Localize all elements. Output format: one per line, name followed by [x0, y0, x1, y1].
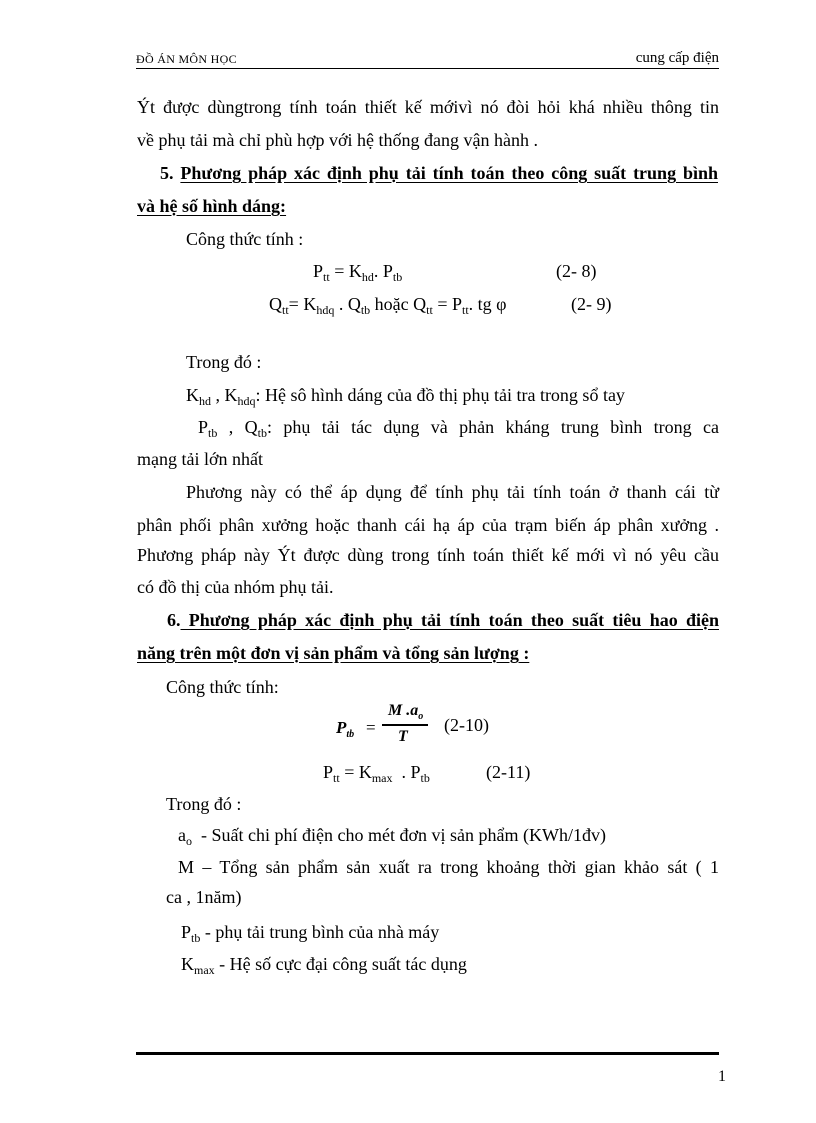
fraction-denominator: T: [398, 728, 408, 745]
paragraph-line: Phương pháp này Ýt được dùng trong tính toán thiết kế mới vì nó yêu cầu: [137, 545, 719, 565]
definition-khd: $K_{hd}$ , $K_{hdq}$: Hệ sô hình dáng của đồ thị phụ tải tra trong sổ tay: [186, 385, 625, 408]
equation-number-2-9: (2- 9): [571, 294, 612, 314]
paragraph-line: mạng tải lớn nhất: [137, 449, 263, 469]
equation-2-9: $Q_{tt}= K_{hdq}$ . $Q_{tb}$ hoặc $Q_{tt} = P_{tt}$. tg φ: [269, 294, 507, 317]
definition-m-cont: ca , 1năm): [166, 887, 242, 907]
definition-m: M – Tổng sản phẩm sản xuất ra trong khoảng thời gian khảo sát ( 1: [178, 857, 719, 877]
section-6-number: 6.: [167, 610, 181, 630]
header-right-title: cung cấp điện: [635, 50, 719, 66]
definition-kmax: $K_{max}$ - Hệ số cực đại công suất tác dụng: [181, 954, 467, 977]
equation-number-2-8: (2- 8): [556, 261, 597, 281]
section-5-title-line1: Phương pháp xác định phụ tải tính toán theo công suất trung bình: [180, 163, 718, 183]
equation-2-11: $P_{tt} = K_{max}$ . $P_{tb}$: [323, 762, 430, 785]
equation-number-2-11: (2-11): [486, 762, 531, 782]
paragraph-line: về phụ tải mà chỉ phù hợp với hệ thống đang vận hành .: [137, 130, 538, 150]
paragraph-line: Phương này có thể áp dụng để tính phụ tải tính toán ở thanh cái từ: [186, 482, 719, 502]
footer-rule: [136, 1052, 719, 1055]
definition-ao: $a_o$ - Suất chi phí điện cho mét đơn vị sản phẩm (KWh/1đv): [178, 825, 606, 848]
section-5-number: 5.: [160, 163, 174, 183]
section-6-heading-cont: [137, 644, 529, 662]
paragraph-line: có đồ thị của nhóm phụ tải.: [137, 577, 334, 597]
paragraph-line: phân phối phân xưởng hoặc thanh cái hạ áp của trạm biến áp phân xưởng .: [137, 515, 719, 535]
page-header: [136, 50, 719, 69]
section-5-heading-cont: [137, 197, 286, 215]
where-label: Trong đó :: [166, 794, 242, 814]
formula-intro: Công thức tính:: [166, 677, 279, 697]
fraction-bar: [382, 724, 428, 726]
section-5-title-line2: và hệ số hình dáng:: [137, 196, 287, 216]
definition-ptb: $P_{tb}$ , $Q_{tb}$: phụ tải tác dụng và phản kháng trung bình trong ca: [198, 417, 719, 440]
formula-intro: Công thức tính :: [186, 229, 304, 249]
definition-ptb: $P_{tb}$ - phụ tải trung bình của nhà máy: [181, 922, 440, 945]
paragraph-line: Ýt được dùngtrong tính toán thiết kế mớivì nó đòi hỏi khá nhiều thông tin: [137, 97, 719, 117]
fraction-numerator: M $.a_o$: [388, 702, 424, 722]
where-label: Trong đó :: [186, 352, 262, 372]
section-5-heading: [160, 164, 718, 182]
header-left-title: ĐỒ ÁN MÔN HỌC: [136, 52, 237, 66]
section-6-heading: [167, 611, 719, 629]
page-number: 1: [718, 1068, 726, 1085]
section-6-title-line2: năng trên một đơn vị sản phẩm và tổng sản lượng :: [137, 643, 530, 663]
section-6-title-line1: Phương pháp xác định phụ tải tính toán theo suất tiêu hao điện: [180, 610, 719, 630]
equation-2-8: $P_{tt} = K_{hd}$. $P_{tb}$: [313, 261, 403, 284]
equation-2-10: $P_{tb}$ = M $.a_o$ T: [336, 702, 428, 746]
equation-number-2-10: (2-10): [444, 715, 489, 735]
